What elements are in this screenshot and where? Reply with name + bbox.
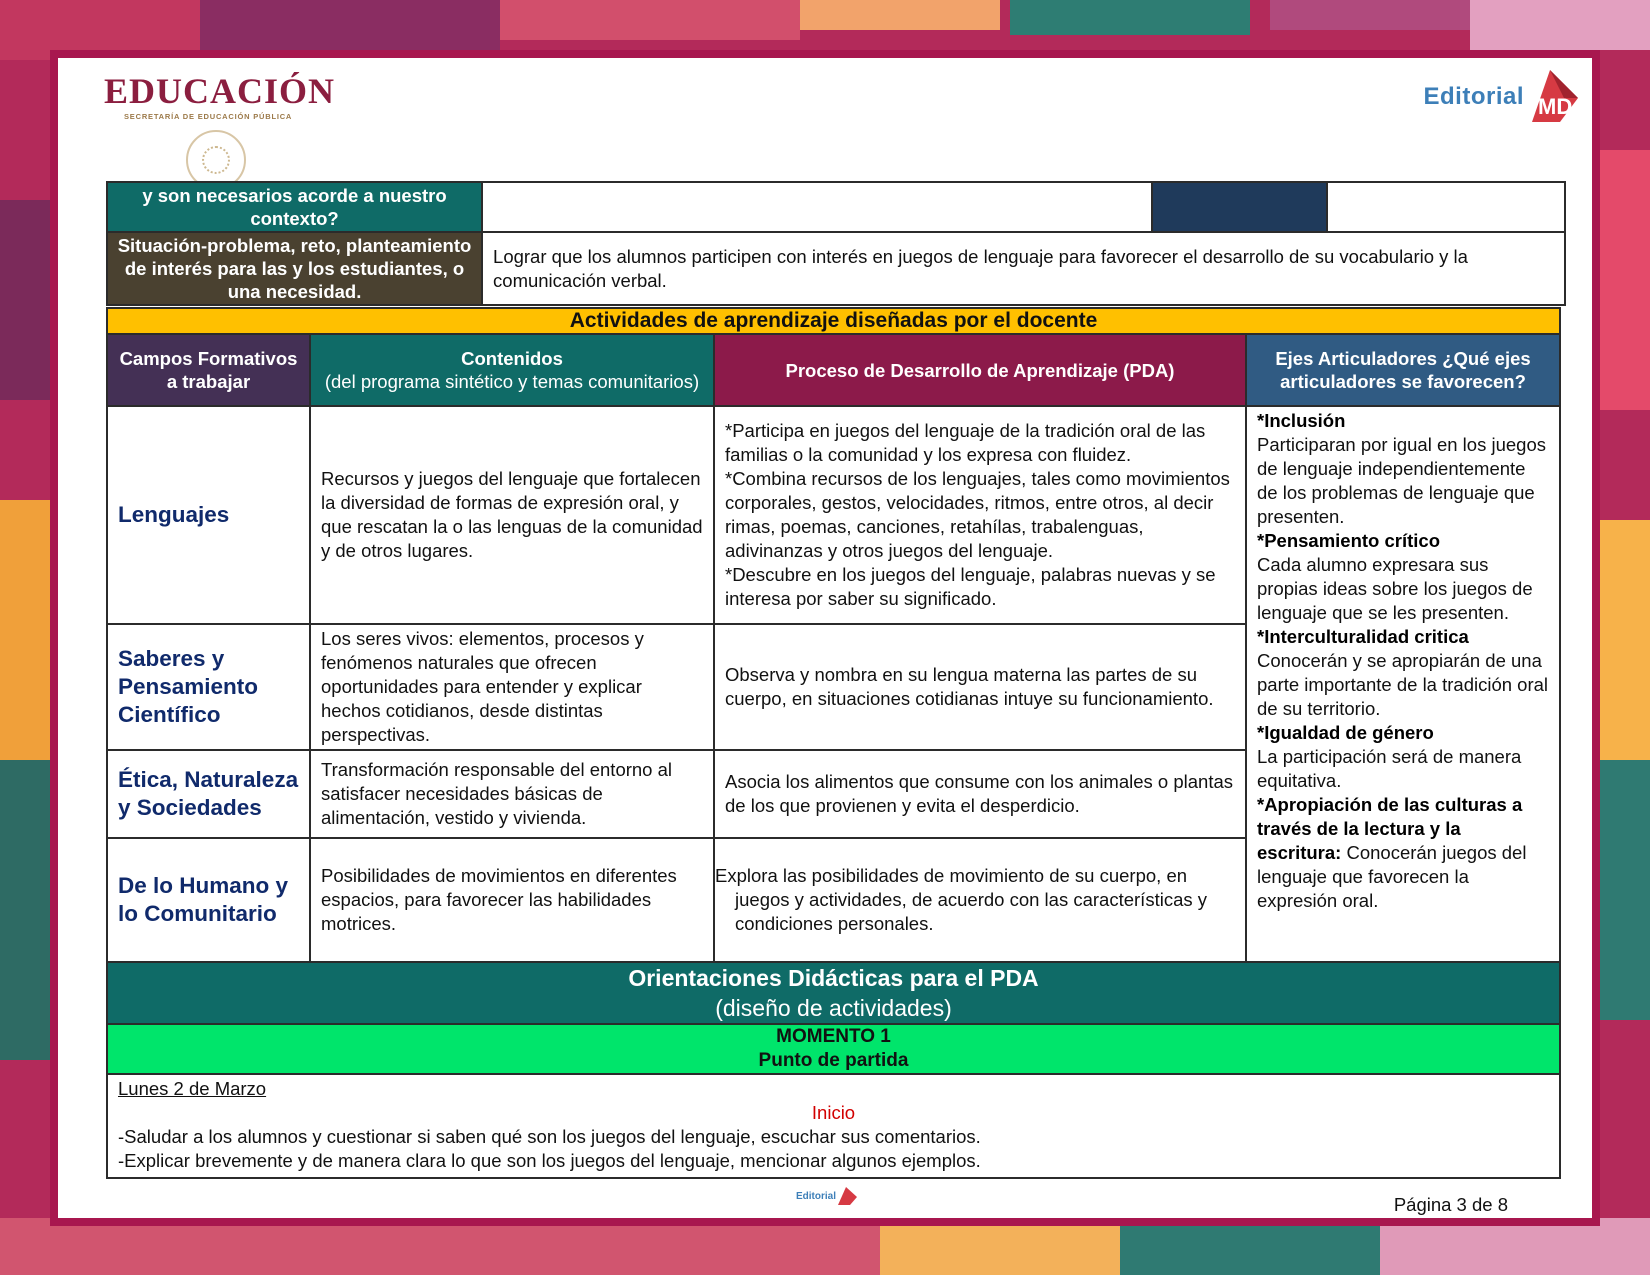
background-tile — [0, 500, 58, 760]
svg-text:MD: MD — [1538, 94, 1573, 119]
campo-etica: Ética, Naturaleza y Sociedades — [107, 750, 310, 838]
editorial-logo-word: Editorial — [1423, 83, 1524, 110]
activities-band-title: Actividades de aprendizaje diseñadas por el docente — [107, 308, 1560, 334]
empty-cell — [1327, 182, 1565, 232]
campo-saberes: Saberes y Pensamiento Científico — [107, 624, 310, 750]
navy-cell — [1152, 182, 1327, 232]
contenido-lenguajes: Recursos y juegos del lenguaje que fortalecen la diversidad de formas de expresión oral, y que rescatan la o las lenguas de la comunidad y de otros lugares. — [310, 406, 714, 624]
contenido-etica: Transformación responsable del entorno al satisfacer necesidades básicas de alimentación, vestido y vivienda. — [310, 750, 714, 838]
header-ejes: Ejes Articuladores ¿Qué ejes articuladores se favorecen? — [1246, 334, 1560, 406]
activity-line: -Saludar a los alumnos y cuestionar si saben qué son los juegos del lenguaje, escuchar sus comentarios. — [118, 1126, 981, 1147]
background-tile — [1120, 1218, 1380, 1275]
header-contenidos — [310, 334, 714, 406]
eje-title: *Pensamiento crítico — [1257, 530, 1441, 551]
eje-text: Conocerán y se apropiarán de una parte importante de la tradición oral de su territorio. — [1257, 650, 1549, 719]
background-tile — [1010, 0, 1250, 35]
activity-description — [107, 1074, 1560, 1178]
background-tile — [0, 200, 58, 400]
pda-humano: Explora las posibilidades de movimiento de su cuerpo, en juegos y actividades, de acuerdo con las características y condiciones personales. — [714, 838, 1246, 962]
header-pda: Proceso de Desarrollo de Aprendizaje (PDA) — [714, 334, 1246, 406]
editorial-logo — [1423, 68, 1582, 126]
eje-interculturalidad — [1257, 625, 1549, 721]
background-tile — [1592, 150, 1650, 410]
situation-value: Lograr que los alumnos participen con interés en juegos de lenguaje para favorecer el desarrollo de su vocabulario y la comunicación verbal. — [482, 232, 1565, 305]
eje-pensamiento-critico — [1257, 529, 1549, 625]
pda-saberes: Observa y nombra en su lengua materna las partes de su cuerpo, en situaciones cotidianas intuye su funcionamiento. — [714, 624, 1246, 750]
background-tile — [0, 1218, 880, 1275]
page-number: Página 3 de 8 — [1393, 1194, 1508, 1215]
orientaciones-subtitle: (diseño de actividades) — [715, 995, 952, 1021]
pda-item: *Participa en juegos del lenguaje de la tradición oral de las familias o la comunidad y los expresa con fluidez. — [725, 420, 1206, 465]
eje-text: Conocerán juegos del lenguaje que favorecen la expresión oral. — [1257, 842, 1527, 911]
empty-cell — [482, 182, 1152, 232]
contenido-humano: Posibilidades de movimientos en diferentes espacios, para favorecer las habilidades motrices. — [310, 838, 714, 962]
background-tile — [1592, 760, 1650, 1020]
pda-lenguajes — [714, 406, 1246, 624]
campo-lenguajes: Lenguajes — [107, 406, 310, 624]
background-tile — [500, 0, 800, 40]
activity-line: -Explicar brevemente y de manera clara lo que son los juegos del lenguaje, mencionar algunos ejemplos. — [118, 1150, 981, 1171]
background-tile — [0, 0, 200, 60]
background-tile — [1270, 0, 1470, 30]
activities-table — [106, 307, 1561, 1179]
sep-logo — [104, 70, 335, 121]
background-tile — [1380, 1218, 1650, 1275]
momento-band — [107, 1024, 1560, 1074]
footer-editorial-word: Editorial — [796, 1190, 837, 1202]
background-tile — [880, 1218, 1120, 1275]
pda-item: *Combina recursos de los lenguajes, tales como movimientos corporales, gestos, velocidades, ritmos, entre otros, al decir rimas, poemas, canciones, retahílas, trabalenguas, adivinanzas y otros juegos del lenguaje. — [725, 468, 1230, 561]
eje-title: *Inclusión — [1257, 410, 1346, 431]
pda-etica: Asocia los alimentos que consume con los animales o plantas de los que provienen y evita el desperdicio. — [714, 750, 1246, 838]
background-tile — [1470, 0, 1650, 50]
header-campos: Campos Formativos a trabajar — [107, 334, 310, 406]
eje-title: *Apropiación de las culturas a través de la lectura y la escritura: — [1257, 794, 1523, 863]
ejes-articuladores — [1246, 406, 1560, 962]
eje-text: Cada alumno expresara sus propias ideas sobre los juegos de lenguaje que se les presenten. — [1257, 554, 1533, 623]
eje-title: *Interculturalidad critica — [1257, 626, 1469, 647]
background-tile — [200, 0, 500, 60]
eje-text: La participación será de manera equitativa. — [1257, 746, 1522, 791]
context-question-label: y son necesarios acorde a nuestro contexto? — [107, 182, 482, 232]
editorial-md-mark-icon — [1524, 68, 1582, 126]
orientaciones-title: Orientaciones Didácticas para el PDA — [628, 965, 1039, 991]
eje-title: *Igualdad de género — [1257, 722, 1434, 743]
header-contenidos-title: Contenidos — [461, 348, 563, 369]
pda-item: *Descubre en los juegos del lenguaje, palabras nuevas y se interesa por saber su significado. — [725, 564, 1216, 609]
activity-date: Lunes 2 de Marzo — [118, 1078, 267, 1099]
eje-igualdad-genero — [1257, 721, 1549, 793]
footer-editorial-logo — [796, 1186, 858, 1206]
inicio-label: Inicio — [811, 1102, 856, 1123]
footer-md-mark-icon — [836, 1186, 858, 1206]
background-tile — [1592, 520, 1650, 760]
eje-text: Participaran por igual en los juegos de lenguaje independientemente de los problemas de lenguaje que presenten. — [1257, 434, 1546, 527]
orientaciones-band — [107, 962, 1560, 1024]
background-tile — [800, 0, 1000, 30]
momento-subtitle: Punto de partida — [758, 1050, 909, 1071]
situation-label: Situación-problema, reto, planteamiento de interés para las y los estudiantes, o una necesidad. — [107, 232, 482, 305]
campo-humano: De lo Humano y lo Comunitario — [107, 838, 310, 962]
document-page — [58, 58, 1592, 1218]
header-contenidos-subtitle: (del programa sintético y temas comunitarios) — [324, 371, 700, 392]
eje-inclusion — [1257, 409, 1549, 529]
momento-title: MOMENTO 1 — [776, 1026, 891, 1047]
context-table — [106, 181, 1566, 306]
background-tile — [0, 760, 58, 1060]
sep-logo-title: EDUCACIÓN — [104, 71, 336, 111]
eje-apropiacion-culturas — [1257, 793, 1549, 913]
contenido-saberes: Los seres vivos: elementos, procesos y fenómenos naturales que ofrecen oportunidades para entender y explicar hechos cotidianos, desde distintas perspectivas. — [310, 624, 714, 750]
sep-logo-subtitle: SECRETARÍA DE EDUCACIÓN PÚBLICA — [124, 112, 293, 121]
